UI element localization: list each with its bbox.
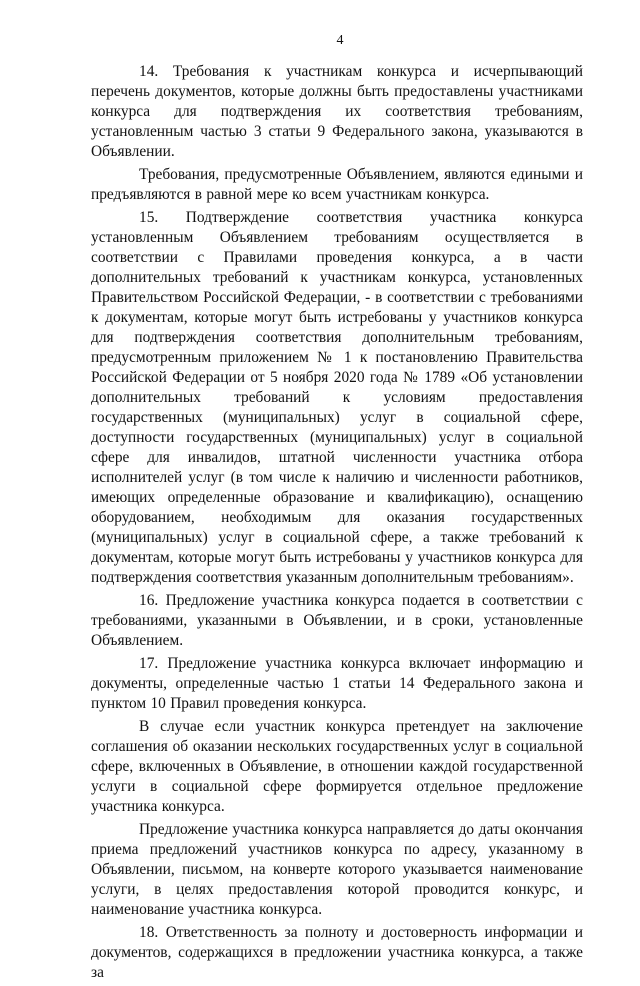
paragraph-15: 15. Подтверждение соответствия участника конкурса установленным Объявлением требованиям осуществляется в соответствии с Правилами проведения конкурса, а в части дополнительных требований к участникам конкурса, установленных Правительством Российской Федерации, - в соответствии с требованиями к документам, которые могут быть истребованы у участников конкурса для подтверждения соответствия дополнительным требованиям, предусмотренным приложением № 1 к постановлению Правительства Российской Федерации от 5 ноября 2020 года № 1789 «Об установлении дополнительных требований к условиям предоставления государственных (муниципальных) услуг в социальной сфере, доступности государственных (муниципальных) услуг в социальной сфере для инвалидов, штатной численности участника отбора исполнителей услуг (в том числе к наличию и численности работников, имеющих определенные образование и квалификацию), оснащению оборудованием, необходимым для оказания государственных (муниципальных) услуг в социальной сфере, а также требований к документам, которые могут быть истребованы у участников конкурса для подтверждения соответствия указанным дополнительным требованиям». — [91, 209, 583, 586]
paragraph-17-submission: Предложение участника конкурса направляется до даты окончания приема предложений участников конкурса по адресу, указанному в Объявлении, письмом, на конверте которого указывается наименование услуги, в целях предоставления которой проводится конкурс, и наименование участника конкурса. — [91, 821, 583, 918]
page-number: 4 — [336, 33, 344, 48]
document-body — [91, 62, 583, 986]
paragraph-14-requirements: Требования, предусмотренные Объявлением, являются едиными и предъявляются в равной мере ко всем участникам конкурса. — [91, 166, 583, 203]
paragraph-14: 14. Требования к участникам конкурса и исчерпывающий перечень документов, которые должны быть предоставлены участниками конкурса для подтверждения их соответствия требованиям, установленным частью 3 статьи 9 Федерального закона, указываются в Объявлении. — [91, 63, 583, 160]
paragraph-17-multiple-services: В случае если участник конкурса претендует на заключение соглашения об оказании нескольких государственных услуг в социальной сфере, включенных в Объявление, в отношении каждой государственной услуги в социальной сфере формируется отдельное предложение участника конкурса. — [91, 718, 583, 815]
paragraph-17: 17. Предложение участника конкурса включает информацию и документы, определенные частью 1 статьи 14 Федерального закона и пунктом 10 Правил проведения конкурса. — [91, 655, 583, 712]
paragraph-18: 18. Ответственность за полноту и достоверность информации и документов, содержащихся в предложении участника конкурса, а также за — [91, 924, 583, 981]
paragraph-16: 16. Предложение участника конкурса подается в соответствии с требованиями, указанными в Объявлении, и в сроки, установленные Объявлением. — [91, 592, 583, 649]
